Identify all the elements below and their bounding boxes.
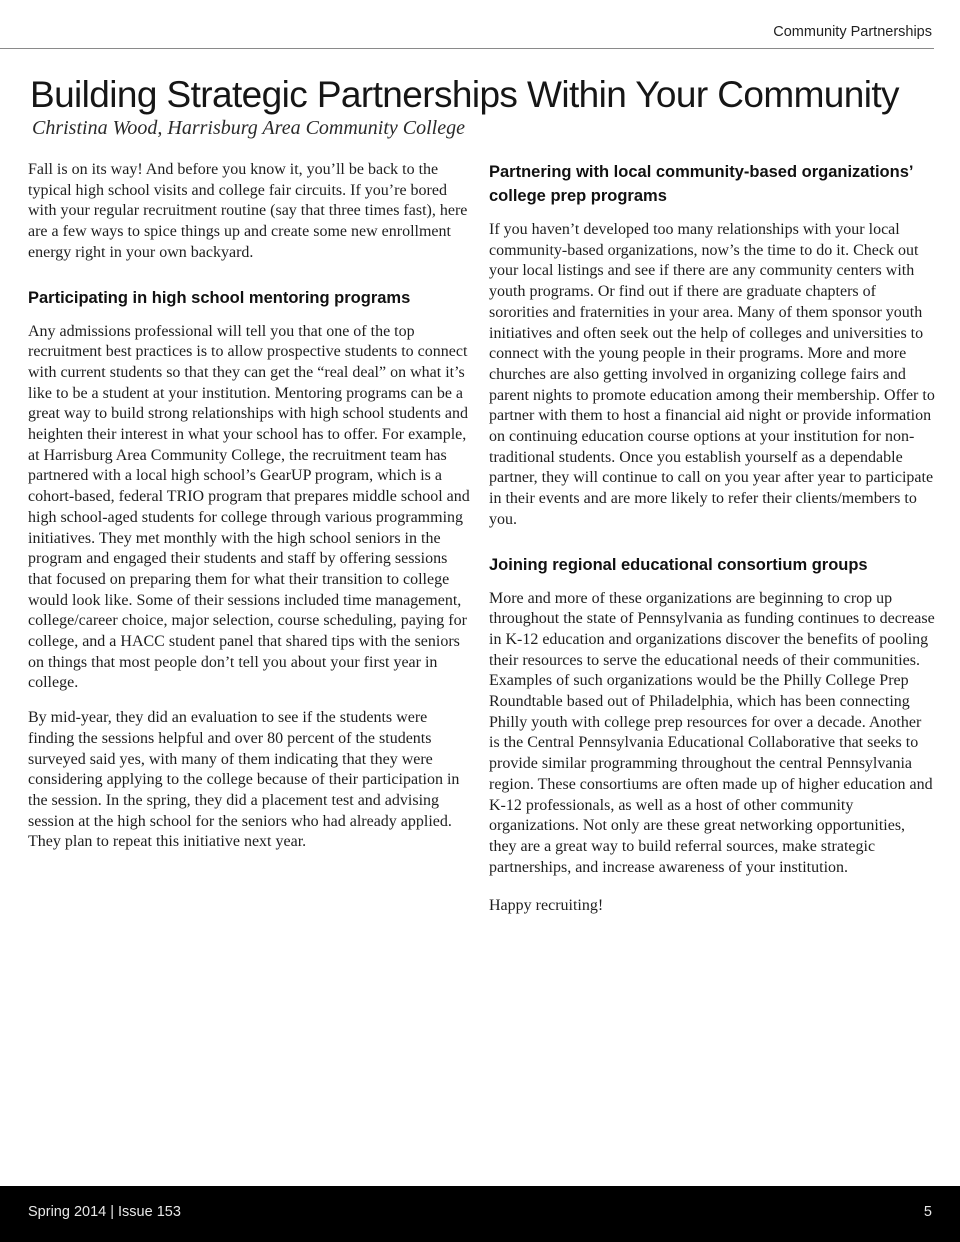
community-orgs-paragraph: If you haven’t developed too many relationships with your local community-based organizations, now’s the time to do it. Check out your local listings and see if there are any community centers with youth programs. Or find out if there are graduate chapters of sororities and fraternities in your area. Many of them sponsor youth initiatives and often seek out the help of colleges and universities to connect with the young people in their programs. More and more churches are also getting involved in organizing college fairs and parent nights to promote education among their membership. Offer to partner with them to host a financial aid night or provide information on continuing education course options at your institution for non-traditional students. Once you establish yourself as a dependable partner, they will continue to call on you year after year to participate in their events and are more likely to refer their clients/members to you.: [489, 221, 935, 528]
right-column: [489, 160, 935, 931]
mentoring-paragraph-1: Any admissions professional will tell you that one of the top recruitment best practices is to allow prospective students to connect with current students so that they can get the “real deal” on what it’s like to be a student at your institution. Mentoring programs can be a great way to build strong relationships with high school students and heighten their interest in what your school has to offer. For example, at Harrisburg Area Community College, the recruitment team has partnered with a local high school’s GearUP program, which is a cohort-based, federal TRIO program that prepares middle school and high school-aged students for college through various programming initiatives. They met monthly with the high school seniors in the program and engaged their students and staff by offering sessions that focused on preparing them for what their transition to college would look like. Some of their sessions included time management, college/career choice, major selection, course scheduling, paying for college, and a HACC student panel that shared tips with the seniors on things that most people don’t tell you about your first year in college.: [28, 322, 470, 692]
section-heading-mentoring: Participating in high school mentoring programs: [28, 288, 411, 307]
running-head-section: Community Partnerships: [773, 24, 932, 40]
mentoring-paragraph-2: By mid-year, they did an evaluation to see if the students were finding the sessions helpful and over 80 percent of the students surveyed said yes, with many of them indicating that they were considering applying to the college because of their participation in the session. In the spring, they did a placement test and advising session at the high school for the seniors who had already applied. They plan to repeat this initiative next year.: [28, 709, 460, 851]
issue-info: Spring 2014 | Issue 153: [28, 1204, 181, 1220]
left-column: [28, 160, 473, 867]
article-title: Building Strategic Partnerships Within Your Community: [30, 74, 899, 115]
section-heading-consortium: Joining regional educational consortium groups: [489, 555, 868, 574]
consortium-paragraph: More and more of these organizations are beginning to crop up throughout the state of Pennsylvania as funding continues to decrease in K-12 education and organizations discover the benefits of pooling their resources to serve the educational needs of their communities. Examples of such organizations would be the Philly College Prep Roundtable based out of Philadelphia, which has been connecting Philly youth with college prep resources for over a decade. Another is the Central Pennsylvania Educational Collaborative that seeks to provide similar programming throughout the central Pennsylvania region. These consortiums are often made up of higher education and K-12 professionals, as well as a host of other community organizations. Not only are these great networking opportunities, they are a great way to build referral sources, make strategic partnerships, and increase awareness of your institution.: [489, 589, 935, 876]
section-heading-community-orgs: Partnering with local community-based organizations’ college prep programs: [489, 163, 913, 205]
closing-line: Happy recruiting!: [489, 897, 604, 915]
header-rule: [0, 48, 934, 49]
page-footer: [0, 1186, 960, 1242]
page-number: 5: [923, 1204, 932, 1220]
article-byline: Christina Wood, Harrisburg Area Community College: [32, 117, 465, 139]
intro-paragraph: Fall is on its way! And before you know it, you’ll be back to the typical high school visits and college fair circuits. If you’re bored with your regular recruitment routine (say that three times fast), here are a few ways to spice things up and create some new enrollment energy right in your own backyard.: [28, 161, 468, 261]
